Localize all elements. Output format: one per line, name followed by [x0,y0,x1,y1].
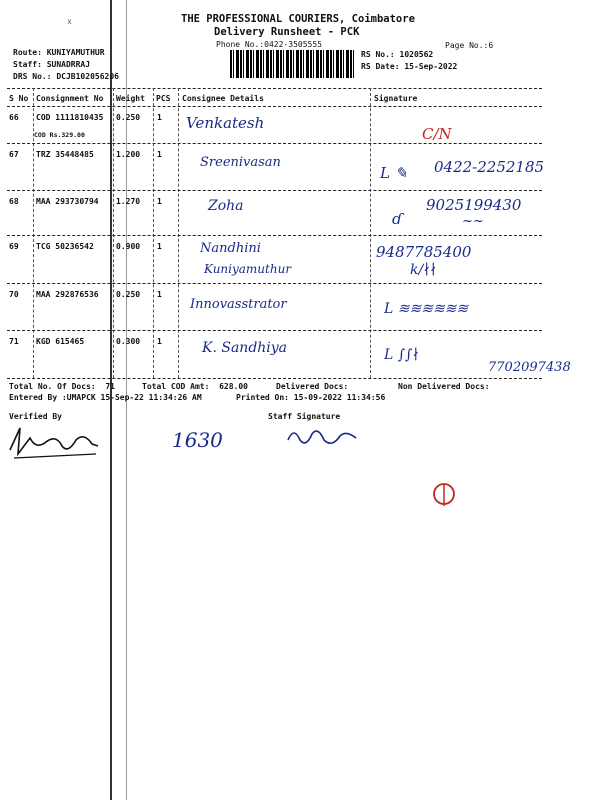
staff-signature [284,422,360,450]
row-divider [7,143,542,144]
row-pcs: 1 [157,242,162,251]
rs-date: RS Date: 15-Sep-2022 [361,62,458,71]
barcode [230,50,354,78]
row-consignment: MAA 292876536 [36,290,99,299]
row-consignee: Venkatesh [186,114,265,132]
row-consignee: K. Sandhiya [202,340,288,356]
row-weight: 0.300 [116,337,141,346]
row-pcs: 1 [157,337,162,346]
table-header-rule [7,106,542,107]
rs-number: RS No.: 1020562 [361,50,434,59]
row-pcs: 1 [157,197,162,206]
row-consignee-sub: Kuniyamuthur [204,262,292,276]
row-sno: 66 [9,113,19,122]
row-sno: 67 [9,150,19,159]
page-number: Page No.:6 [445,41,494,50]
col-sep [178,88,179,378]
total-docs: Total No. Of Docs: 71 [9,382,115,391]
signature-scribble: k∕∤∤ [410,262,437,278]
row-divider [7,330,542,331]
row-consignment: COD 1111810435 [36,113,104,122]
table-top-rule [7,88,542,89]
col-header-pcs: PCS [156,94,171,103]
row-consignment: KGD 615465 [36,337,85,346]
col-sep [370,88,371,378]
row-divider [7,235,542,236]
row-sno: 69 [9,242,19,251]
row-weight: 1.270 [116,197,141,206]
col-sep [113,88,114,378]
red-stamp-mark [430,480,460,510]
row-signature: 0422-2252185 [434,158,545,176]
staff-signature-label: Staff Signature [268,412,341,421]
col-header-consignment: Consignment No [36,94,104,103]
col-header-weight: Weight [116,94,145,103]
sheet-title: Delivery Runsheet - PCK [214,26,360,38]
total-cod: Total COD Amt: 628.00 [142,382,248,391]
col-header-consignee: Consignee Details [182,94,264,103]
row-pcs: 1 [157,150,162,159]
entered-by: Entered By :UMAPCK 15-Sep-22 11:34:26 AM [9,393,202,402]
signature-mark: L ✎ [380,164,408,182]
col-sep [153,88,154,378]
row-consignment: TRZ 35448485 [36,150,94,159]
signature-scribble: ~~ [462,214,484,229]
row-signature: 9025199430 [426,196,522,214]
drs-number: DRS No.: DCJB102056206 [13,72,119,81]
signature-mark: ɗ [392,210,403,228]
col-header-sno: S No [9,94,29,103]
signature-scribble: L ≋≋≋≋≋≋ [384,301,469,317]
signature-scribble: L ∫∫∤ [384,347,420,363]
delivered-docs: Delivered Docs: [276,382,349,391]
row-consignment: TCG 50236542 [36,242,94,251]
row-pcs: 1 [157,113,162,122]
row-consignee: Zoha [208,198,244,214]
verified-by-label: Verified By [9,412,62,421]
row-sno: 71 [9,337,19,346]
row-signature: C/N [422,125,452,143]
company-name: THE PROFESSIONAL COURIERS, Coimbatore [181,13,415,25]
staff: Staff: SUNADRRAJ [13,60,91,69]
row-sno: 70 [9,290,19,299]
extra-handwritten-note: 1630 [172,428,223,452]
printed-on: Printed On: 15-09-2022 11:34:56 [236,393,386,402]
row-consignee: Nandhini [200,241,261,256]
row-divider [7,190,542,191]
row-sno: 68 [9,197,19,206]
row-weight: 0.250 [116,290,141,299]
row-consignee: Innovasstrator [190,297,287,312]
verified-signature [6,420,102,462]
table-bottom-rule [7,378,542,379]
corner-mark: x [67,17,72,26]
phone-number: Phone No.:0422-3505555 [216,40,322,49]
row-consignment: MAA 293730794 [36,197,99,206]
row-signature-extra: 7702097438 [488,360,571,375]
route: Route: KUNIYAMUTHUR [13,48,105,57]
row-pcs: 1 [157,290,162,299]
row-cod: COD Rs.329.00 [34,131,85,139]
row-consignee: Sreenivasan [200,155,281,170]
non-delivered-docs: Non Delivered Docs: [398,382,490,391]
col-header-signature: Signature [374,94,418,103]
row-signature: 9487785400 [376,243,472,261]
row-weight: 1.200 [116,150,141,159]
row-weight: 0.900 [116,242,141,251]
row-divider [7,283,542,284]
row-weight: 0.250 [116,113,141,122]
